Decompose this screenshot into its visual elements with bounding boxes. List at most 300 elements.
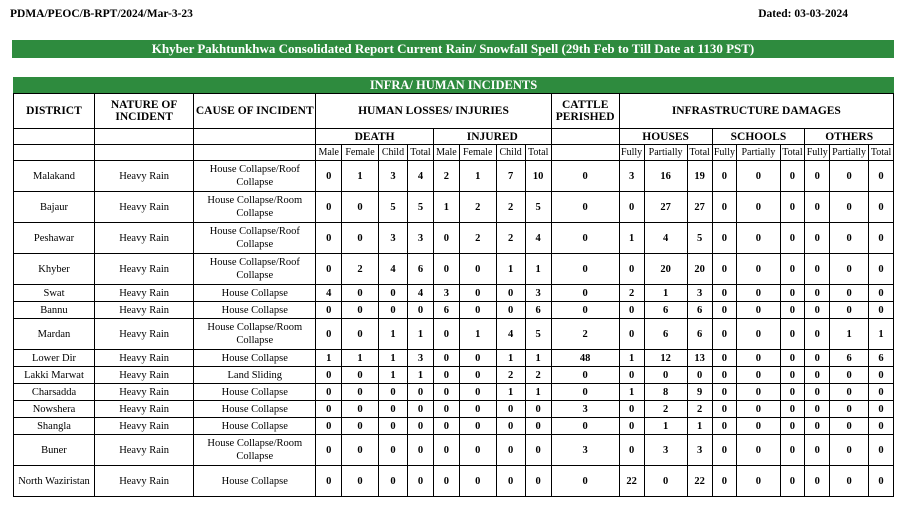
value-cell: 0 xyxy=(805,302,830,319)
value-cell: 0 xyxy=(644,466,687,497)
district-cell: Charsadda xyxy=(14,384,95,401)
value-cell: 0 xyxy=(830,367,869,384)
value-cell: 0 xyxy=(551,285,619,302)
value-cell: 1 xyxy=(525,254,551,285)
nature-cell: Heavy Rain xyxy=(94,161,193,192)
district-cell: Peshawar xyxy=(14,223,95,254)
value-cell: 0 xyxy=(830,223,869,254)
value-cell: 1 xyxy=(378,350,407,367)
value-cell: 0 xyxy=(342,192,379,223)
value-cell: 0 xyxy=(551,302,619,319)
value-cell: 0 xyxy=(737,285,780,302)
value-cell: 2 xyxy=(525,367,551,384)
value-cell: 3 xyxy=(433,285,459,302)
nature-cell: Heavy Rain xyxy=(94,254,193,285)
value-cell: 0 xyxy=(780,161,805,192)
value-cell: 0 xyxy=(459,285,496,302)
value-cell: 0 xyxy=(712,401,737,418)
value-cell: 0 xyxy=(780,192,805,223)
value-cell: 20 xyxy=(644,254,687,285)
value-cell: 13 xyxy=(687,350,712,367)
value-cell: 0 xyxy=(869,192,894,223)
value-cell: 1 xyxy=(687,418,712,435)
cause-cell: Land Sliding xyxy=(194,367,316,384)
report-title-banner: Khyber Pakhtunkhwa Consolidated Report Current Rain/ Snowfall Spell (29th Feb to Till Date at 1130 PST) xyxy=(12,40,894,58)
value-cell: 0 xyxy=(780,401,805,418)
cause-cell: House Collapse/Roof Collapse xyxy=(194,223,316,254)
value-cell: 0 xyxy=(459,350,496,367)
header-cattle: CATTLE PERISHED xyxy=(551,94,619,129)
value-cell: 0 xyxy=(869,367,894,384)
value-cell: 0 xyxy=(712,350,737,367)
value-cell: 0 xyxy=(869,418,894,435)
value-cell: 0 xyxy=(378,466,407,497)
header-blank xyxy=(94,129,193,145)
value-cell: 0 xyxy=(712,466,737,497)
header-blank xyxy=(194,145,316,161)
value-cell: 5 xyxy=(525,192,551,223)
value-cell: 1 xyxy=(459,319,496,350)
nature-cell: Heavy Rain xyxy=(94,350,193,367)
value-cell: 0 xyxy=(780,466,805,497)
value-cell: 0 xyxy=(619,418,644,435)
district-cell: Malakand xyxy=(14,161,95,192)
nature-cell: Heavy Rain xyxy=(94,367,193,384)
value-cell: 3 xyxy=(687,435,712,466)
value-cell: 0 xyxy=(342,384,379,401)
value-cell: 0 xyxy=(737,350,780,367)
cause-cell: House Collapse xyxy=(194,285,316,302)
value-cell: 0 xyxy=(869,254,894,285)
value-cell: 1 xyxy=(408,319,434,350)
value-cell: 48 xyxy=(551,350,619,367)
value-cell: 0 xyxy=(496,466,525,497)
subheader-fully: Fully xyxy=(712,145,737,161)
value-cell: 4 xyxy=(408,161,434,192)
value-cell: 1 xyxy=(496,350,525,367)
value-cell: 0 xyxy=(316,161,342,192)
value-cell: 0 xyxy=(780,350,805,367)
value-cell: 0 xyxy=(712,161,737,192)
value-cell: 1 xyxy=(619,384,644,401)
value-cell: 0 xyxy=(459,418,496,435)
value-cell: 5 xyxy=(378,192,407,223)
value-cell: 0 xyxy=(805,466,830,497)
header-blank xyxy=(14,129,95,145)
value-cell: 0 xyxy=(619,319,644,350)
value-cell: 1 xyxy=(525,350,551,367)
value-cell: 0 xyxy=(737,401,780,418)
value-cell: 0 xyxy=(316,466,342,497)
value-cell: 0 xyxy=(408,466,434,497)
cause-cell: House Collapse xyxy=(194,466,316,497)
table-row xyxy=(14,223,894,254)
value-cell: 0 xyxy=(433,223,459,254)
value-cell: 0 xyxy=(712,367,737,384)
table-row xyxy=(14,302,894,319)
value-cell: 0 xyxy=(459,367,496,384)
value-cell: 0 xyxy=(687,367,712,384)
header-blank xyxy=(94,145,193,161)
nature-cell: Heavy Rain xyxy=(94,418,193,435)
value-cell: 0 xyxy=(433,384,459,401)
header-human-losses: HUMAN LOSSES/ INJURIES xyxy=(316,94,551,129)
value-cell: 6 xyxy=(408,254,434,285)
subheader-total: Total xyxy=(525,145,551,161)
value-cell: 0 xyxy=(737,466,780,497)
value-cell: 2 xyxy=(551,319,619,350)
table-body xyxy=(14,161,894,497)
value-cell: 16 xyxy=(644,161,687,192)
value-cell: 0 xyxy=(525,435,551,466)
nature-cell: Heavy Rain xyxy=(94,401,193,418)
value-cell: 0 xyxy=(712,319,737,350)
value-cell: 0 xyxy=(737,418,780,435)
value-cell: 0 xyxy=(805,367,830,384)
value-cell: 27 xyxy=(644,192,687,223)
district-cell: Bajaur xyxy=(14,192,95,223)
table-row xyxy=(14,435,894,466)
value-cell: 0 xyxy=(869,401,894,418)
cause-cell: House Collapse xyxy=(194,350,316,367)
value-cell: 1 xyxy=(342,350,379,367)
value-cell: 0 xyxy=(869,223,894,254)
value-cell: 20 xyxy=(687,254,712,285)
value-cell: 5 xyxy=(525,319,551,350)
header-blank xyxy=(14,145,95,161)
header-houses: HOUSES xyxy=(619,129,712,145)
value-cell: 3 xyxy=(525,285,551,302)
incidents-table xyxy=(13,93,894,497)
value-cell: 0 xyxy=(619,254,644,285)
value-cell: 0 xyxy=(712,302,737,319)
value-cell: 0 xyxy=(805,350,830,367)
value-cell: 0 xyxy=(551,384,619,401)
nature-cell: Heavy Rain xyxy=(94,319,193,350)
value-cell: 0 xyxy=(408,401,434,418)
value-cell: 0 xyxy=(459,384,496,401)
value-cell: 0 xyxy=(830,161,869,192)
value-cell: 1 xyxy=(644,285,687,302)
value-cell: 0 xyxy=(712,192,737,223)
header-cause: CAUSE OF INCIDENT xyxy=(194,94,316,129)
table-row xyxy=(14,285,894,302)
subheader-total: Total xyxy=(408,145,434,161)
value-cell: 10 xyxy=(525,161,551,192)
value-cell: 4 xyxy=(378,254,407,285)
value-cell: 0 xyxy=(805,285,830,302)
district-cell: Lower Dir xyxy=(14,350,95,367)
value-cell: 0 xyxy=(316,319,342,350)
nature-cell: Heavy Rain xyxy=(94,285,193,302)
cause-cell: House Collapse xyxy=(194,302,316,319)
value-cell: 0 xyxy=(830,435,869,466)
value-cell: 5 xyxy=(408,192,434,223)
value-cell: 2 xyxy=(687,401,712,418)
value-cell: 0 xyxy=(316,367,342,384)
value-cell: 1 xyxy=(342,161,379,192)
cause-cell: House Collapse xyxy=(194,418,316,435)
value-cell: 0 xyxy=(496,418,525,435)
district-cell: Khyber xyxy=(14,254,95,285)
report-header xyxy=(10,8,890,24)
subheader-partially: Partially xyxy=(644,145,687,161)
header-blank xyxy=(551,145,619,161)
section-title: INFRA/ HUMAN INCIDENTS xyxy=(13,77,894,93)
value-cell: 4 xyxy=(525,223,551,254)
value-cell: 1 xyxy=(459,161,496,192)
header-blank xyxy=(194,129,316,145)
value-cell: 0 xyxy=(378,418,407,435)
value-cell: 6 xyxy=(830,350,869,367)
value-cell: 0 xyxy=(433,350,459,367)
value-cell: 0 xyxy=(805,223,830,254)
value-cell: 19 xyxy=(687,161,712,192)
value-cell: 0 xyxy=(316,418,342,435)
value-cell: 0 xyxy=(342,223,379,254)
value-cell: 0 xyxy=(869,302,894,319)
value-cell: 0 xyxy=(459,302,496,319)
table-row xyxy=(14,350,894,367)
value-cell: 0 xyxy=(780,285,805,302)
table-row xyxy=(14,384,894,401)
value-cell: 2 xyxy=(496,223,525,254)
value-cell: 0 xyxy=(805,418,830,435)
value-cell: 0 xyxy=(830,418,869,435)
value-cell: 0 xyxy=(830,384,869,401)
cause-cell: House Collapse xyxy=(194,401,316,418)
value-cell: 0 xyxy=(869,384,894,401)
value-cell: 2 xyxy=(644,401,687,418)
district-cell: Bannu xyxy=(14,302,95,319)
value-cell: 0 xyxy=(737,384,780,401)
subheader-female: Female xyxy=(342,145,379,161)
table-row xyxy=(14,418,894,435)
value-cell: 22 xyxy=(687,466,712,497)
value-cell: 3 xyxy=(619,161,644,192)
value-cell: 0 xyxy=(551,254,619,285)
cause-cell: House Collapse/Room Collapse xyxy=(194,319,316,350)
value-cell: 0 xyxy=(712,418,737,435)
value-cell: 0 xyxy=(551,223,619,254)
value-cell: 0 xyxy=(869,285,894,302)
value-cell: 0 xyxy=(830,401,869,418)
value-cell: 6 xyxy=(687,319,712,350)
cause-cell: House Collapse/Room Collapse xyxy=(194,435,316,466)
value-cell: 3 xyxy=(408,350,434,367)
value-cell: 0 xyxy=(830,466,869,497)
value-cell: 0 xyxy=(496,435,525,466)
value-cell: 0 xyxy=(830,285,869,302)
value-cell: 0 xyxy=(780,302,805,319)
header-injured: INJURED xyxy=(433,129,551,145)
district-cell: Mardan xyxy=(14,319,95,350)
value-cell: 0 xyxy=(805,319,830,350)
value-cell: 6 xyxy=(433,302,459,319)
value-cell: 0 xyxy=(805,161,830,192)
header-district: DISTRICT xyxy=(14,94,95,129)
subheader-female: Female xyxy=(459,145,496,161)
value-cell: 0 xyxy=(459,466,496,497)
value-cell: 0 xyxy=(619,435,644,466)
value-cell: 8 xyxy=(644,384,687,401)
value-cell: 0 xyxy=(316,254,342,285)
value-cell: 0 xyxy=(433,466,459,497)
table-row xyxy=(14,466,894,497)
value-cell: 0 xyxy=(316,223,342,254)
value-cell: 1 xyxy=(496,254,525,285)
nature-cell: Heavy Rain xyxy=(94,435,193,466)
value-cell: 0 xyxy=(378,285,407,302)
subheader-male: Male xyxy=(433,145,459,161)
value-cell: 6 xyxy=(687,302,712,319)
report-reference: PDMA/PEOC/B-RPT/2024/Mar-3-23 xyxy=(10,8,193,20)
report-date: Dated: 03-03-2024 xyxy=(758,8,848,20)
value-cell: 0 xyxy=(316,302,342,319)
subheader-fully: Fully xyxy=(619,145,644,161)
value-cell: 0 xyxy=(342,418,379,435)
value-cell: 0 xyxy=(525,466,551,497)
value-cell: 1 xyxy=(316,350,342,367)
value-cell: 0 xyxy=(378,384,407,401)
cause-cell: House Collapse/Roof Collapse xyxy=(194,161,316,192)
subheader-partially: Partially xyxy=(830,145,869,161)
value-cell: 0 xyxy=(780,223,805,254)
value-cell: 0 xyxy=(408,418,434,435)
value-cell: 3 xyxy=(644,435,687,466)
district-cell: Nowshera xyxy=(14,401,95,418)
value-cell: 0 xyxy=(551,192,619,223)
value-cell: 0 xyxy=(830,302,869,319)
value-cell: 0 xyxy=(342,401,379,418)
subheader-total: Total xyxy=(869,145,894,161)
value-cell: 22 xyxy=(619,466,644,497)
value-cell: 0 xyxy=(712,384,737,401)
value-cell: 0 xyxy=(496,302,525,319)
district-cell: Swat xyxy=(14,285,95,302)
value-cell: 0 xyxy=(316,401,342,418)
value-cell: 0 xyxy=(459,401,496,418)
header-nature: NATURE OF INCIDENT xyxy=(94,94,193,129)
value-cell: 4 xyxy=(496,319,525,350)
value-cell: 1 xyxy=(619,350,644,367)
value-cell: 0 xyxy=(780,367,805,384)
value-cell: 2 xyxy=(496,192,525,223)
value-cell: 0 xyxy=(496,285,525,302)
value-cell: 3 xyxy=(551,435,619,466)
value-cell: 0 xyxy=(378,401,407,418)
value-cell: 0 xyxy=(805,435,830,466)
value-cell: 6 xyxy=(525,302,551,319)
value-cell: 0 xyxy=(408,435,434,466)
header-infrastructure: INFRASTRUCTURE DAMAGES xyxy=(619,94,893,129)
value-cell: 0 xyxy=(869,161,894,192)
table-row xyxy=(14,367,894,384)
value-cell: 0 xyxy=(805,254,830,285)
value-cell: 0 xyxy=(551,418,619,435)
value-cell: 0 xyxy=(408,302,434,319)
value-cell: 0 xyxy=(433,367,459,384)
value-cell: 0 xyxy=(433,254,459,285)
value-cell: 0 xyxy=(780,435,805,466)
value-cell: 0 xyxy=(644,367,687,384)
value-cell: 3 xyxy=(378,223,407,254)
value-cell: 0 xyxy=(737,254,780,285)
value-cell: 4 xyxy=(408,285,434,302)
value-cell: 0 xyxy=(830,254,869,285)
cause-cell: House Collapse/Roof Collapse xyxy=(194,254,316,285)
value-cell: 0 xyxy=(525,418,551,435)
header-blank xyxy=(551,129,619,145)
value-cell: 6 xyxy=(869,350,894,367)
value-cell: 0 xyxy=(619,192,644,223)
value-cell: 0 xyxy=(619,401,644,418)
value-cell: 0 xyxy=(551,161,619,192)
value-cell: 0 xyxy=(869,466,894,497)
subheader-male: Male xyxy=(316,145,342,161)
value-cell: 0 xyxy=(433,401,459,418)
value-cell: 1 xyxy=(525,384,551,401)
district-cell: North Waziristan xyxy=(14,466,95,497)
value-cell: 0 xyxy=(737,302,780,319)
value-cell: 12 xyxy=(644,350,687,367)
value-cell: 0 xyxy=(551,367,619,384)
value-cell: 1 xyxy=(869,319,894,350)
value-cell: 1 xyxy=(378,319,407,350)
value-cell: 0 xyxy=(805,192,830,223)
value-cell: 2 xyxy=(496,367,525,384)
table-row xyxy=(14,254,894,285)
subheader-total: Total xyxy=(687,145,712,161)
value-cell: 1 xyxy=(433,192,459,223)
value-cell: 1 xyxy=(496,384,525,401)
value-cell: 2 xyxy=(459,223,496,254)
value-cell: 3 xyxy=(378,161,407,192)
table-row xyxy=(14,319,894,350)
value-cell: 9 xyxy=(687,384,712,401)
value-cell: 3 xyxy=(687,285,712,302)
value-cell: 0 xyxy=(780,319,805,350)
value-cell: 0 xyxy=(619,302,644,319)
value-cell: 0 xyxy=(869,435,894,466)
value-cell: 0 xyxy=(712,285,737,302)
value-cell: 0 xyxy=(459,435,496,466)
value-cell: 0 xyxy=(737,223,780,254)
district-cell: Lakki Marwat xyxy=(14,367,95,384)
value-cell: 27 xyxy=(687,192,712,223)
value-cell: 0 xyxy=(619,367,644,384)
value-cell: 3 xyxy=(408,223,434,254)
value-cell: 0 xyxy=(408,384,434,401)
value-cell: 0 xyxy=(342,285,379,302)
value-cell: 3 xyxy=(551,401,619,418)
table-row xyxy=(14,192,894,223)
value-cell: 1 xyxy=(408,367,434,384)
value-cell: 0 xyxy=(342,466,379,497)
header-schools: SCHOOLS xyxy=(712,129,805,145)
nature-cell: Heavy Rain xyxy=(94,192,193,223)
header-others: OTHERS xyxy=(805,129,894,145)
nature-cell: Heavy Rain xyxy=(94,223,193,254)
value-cell: 0 xyxy=(342,319,379,350)
value-cell: 0 xyxy=(525,401,551,418)
value-cell: 0 xyxy=(433,418,459,435)
value-cell: 0 xyxy=(737,435,780,466)
table-row xyxy=(14,161,894,192)
value-cell: 0 xyxy=(342,435,379,466)
value-cell: 1 xyxy=(378,367,407,384)
value-cell: 0 xyxy=(780,418,805,435)
